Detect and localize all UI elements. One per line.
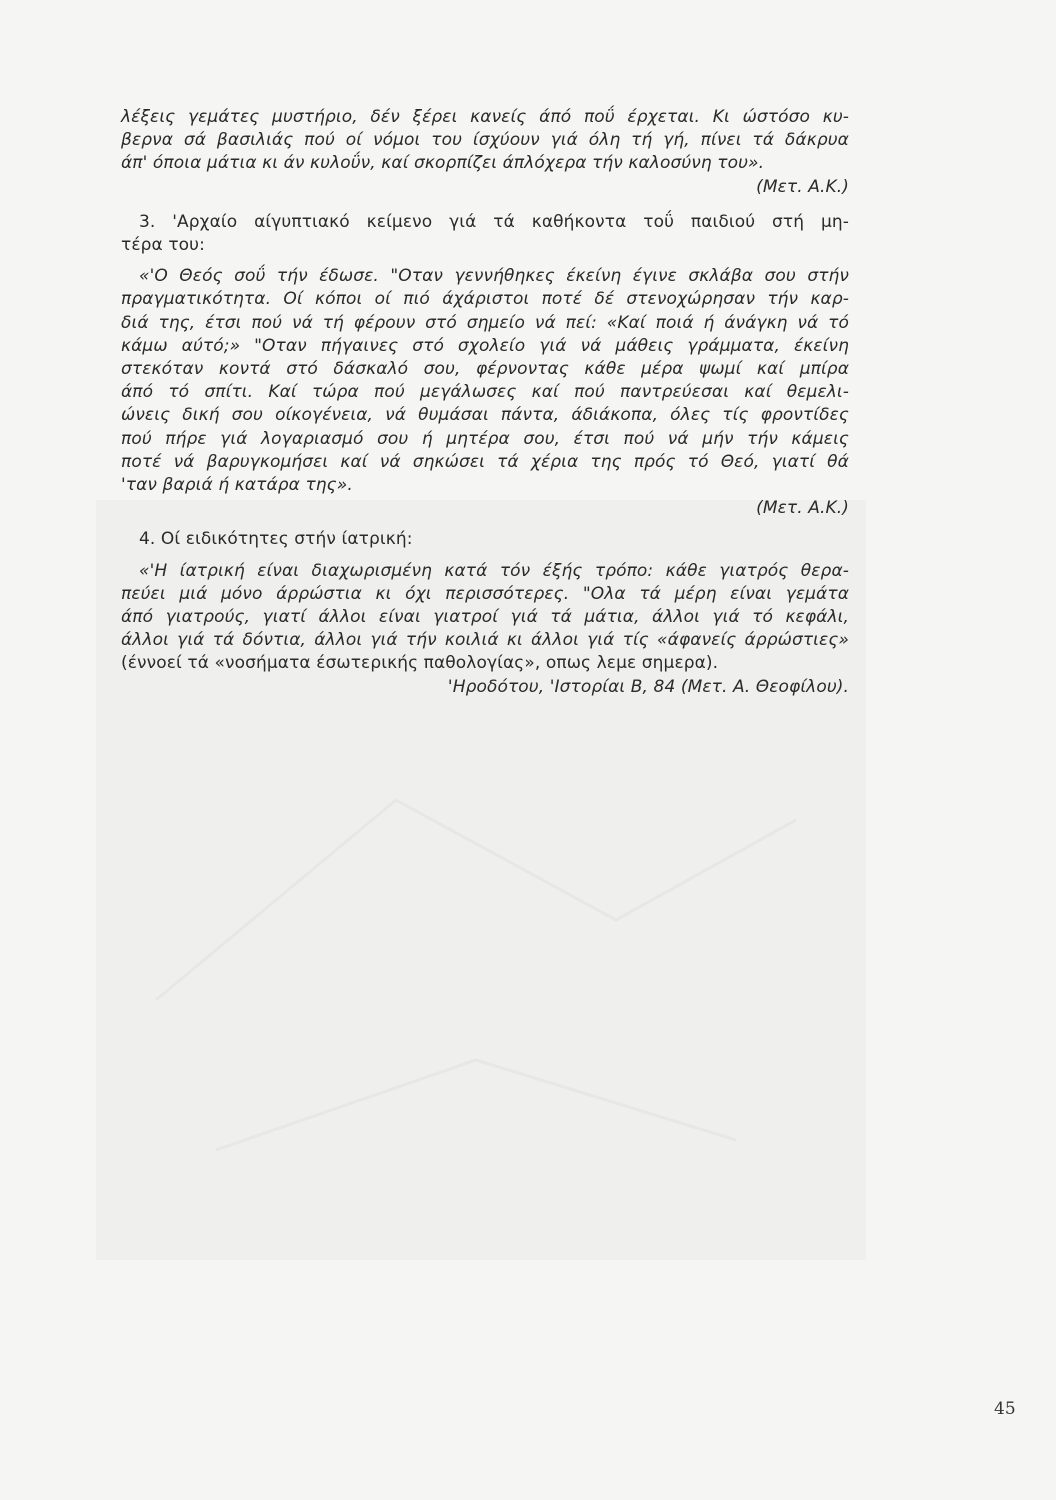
quote-line: κάμω αύτό;» "Οταν πήγαινες στό σχολείο γιά νά μάθεις γράμματα, έκείνη — [121, 335, 849, 356]
section-4-note: (έννοεί τά «νοσήματα έσωτερικής παθολογίας», οπως λεμε σημερα). — [121, 653, 719, 674]
quote-line: «'Ο Θεός σοΰ τήν έδωσε. "Οταν γεννήθηκες έκείνη έγινε σκλάβα σου στήν — [139, 266, 849, 287]
quote-line: «'Η ίατρική είναι διαχωρισμένη κατά τόν έξής τρόπο: κάθε γιατρός θερα- — [139, 560, 849, 581]
quote-line: άπό γιατρούς, γιατί άλλοι είναι γιατροί γιά τά μάτια, άλλοι γιά τό κεφάλι, — [121, 607, 849, 628]
section-3-heading: 3. 'Αρχαίο αίγυπτιακό κείμενο γιά τά καθήκοντα τοΰ παιδιού στή μη- — [139, 211, 849, 232]
quote-line: στεκόταν κοντά στό δάσκαλό σου, φέρνοντας κάθε μέρα ψωμί καί μπίρα — [121, 359, 849, 380]
section-3-source: (Μετ. Α.Κ.) — [756, 498, 849, 519]
intro-line: λέξεις γεμάτες μυστήριο, δέν ξέρει κανείς άπό ποΰ έρχεται. Κι ώστόσο κυ- — [121, 107, 849, 127]
main-text — [121, 106, 849, 699]
quote-line: ποτέ νά βαρυγκομήσει καί νά σηκώσει τά χέρια της πρός τό Θεό, γιατί θά — [121, 451, 849, 472]
section-4-quote — [121, 560, 849, 699]
section-4-heading: 4. Οί ειδικότητες στήν ίατρική: — [139, 529, 413, 550]
intro-line: άπ' όποια μάτια κι άν κυλοΰν, καί σκορπίζει άπλόχερα τήν καλοσύνη του». — [121, 153, 765, 174]
quote-line: πού πήρε γιά λογαριασμό σου ή μητέρα σου, έτσι πού νά μήν τήν κάμεις — [121, 428, 849, 449]
quote-line: διά της, έτσι πού νά τή φέρουν στό σημείο νά πεί: «Καί ποιά ή άνάγκη νά τό — [121, 312, 849, 333]
quote-line: 'ταν βαριά ή κατάρα της». — [121, 475, 353, 496]
intro-paragraph — [121, 106, 849, 199]
section-3-quote — [121, 265, 849, 520]
section-4 — [121, 528, 849, 698]
section-3-heading: τέρα του: — [121, 235, 205, 256]
quote-line: ώνεις δική σου οίκογένεια, νά θυμάσαι πάντα, άδιάκοπα, όλες τίς φροντίδες — [121, 405, 849, 426]
quote-line: άπό τό σπίτι. Καί τώρα πού μεγάλωσες καί πού παντρεύεσαι καί θεμελι- — [121, 382, 849, 403]
section-4-source: 'Ηροδότου, 'Ιστορίαι Β, 84 (Μετ. Α. Θεοφίλου). — [447, 676, 849, 697]
quote-line: πραγματικότητα. Οί κόποι οί πιό άχάριστοι ποτέ δέ στενοχώρησαν τήν καρ- — [121, 289, 849, 310]
section-3 — [121, 211, 849, 521]
quote-line: πεύει μιά μόνο άρρώστια κι όχι περισσότερες. "Ολα τά μέρη είναι γεμάτα — [121, 583, 849, 604]
intro-line: βερνα σά βασιλιάς πού οί νόμοι του ίσχύουν γιά όλη τή γή, πίνει τά δάκρυα — [121, 130, 849, 151]
intro-source: (Μετ. Α.Κ.) — [756, 176, 849, 197]
quote-line: άλλοι γιά τά δόντια, άλλοι γιά τήν κοιλιά κι άλλοι γιά τίς «άφανείς άρρώστιες» — [121, 630, 849, 651]
page-number: 45 — [994, 1399, 1016, 1419]
